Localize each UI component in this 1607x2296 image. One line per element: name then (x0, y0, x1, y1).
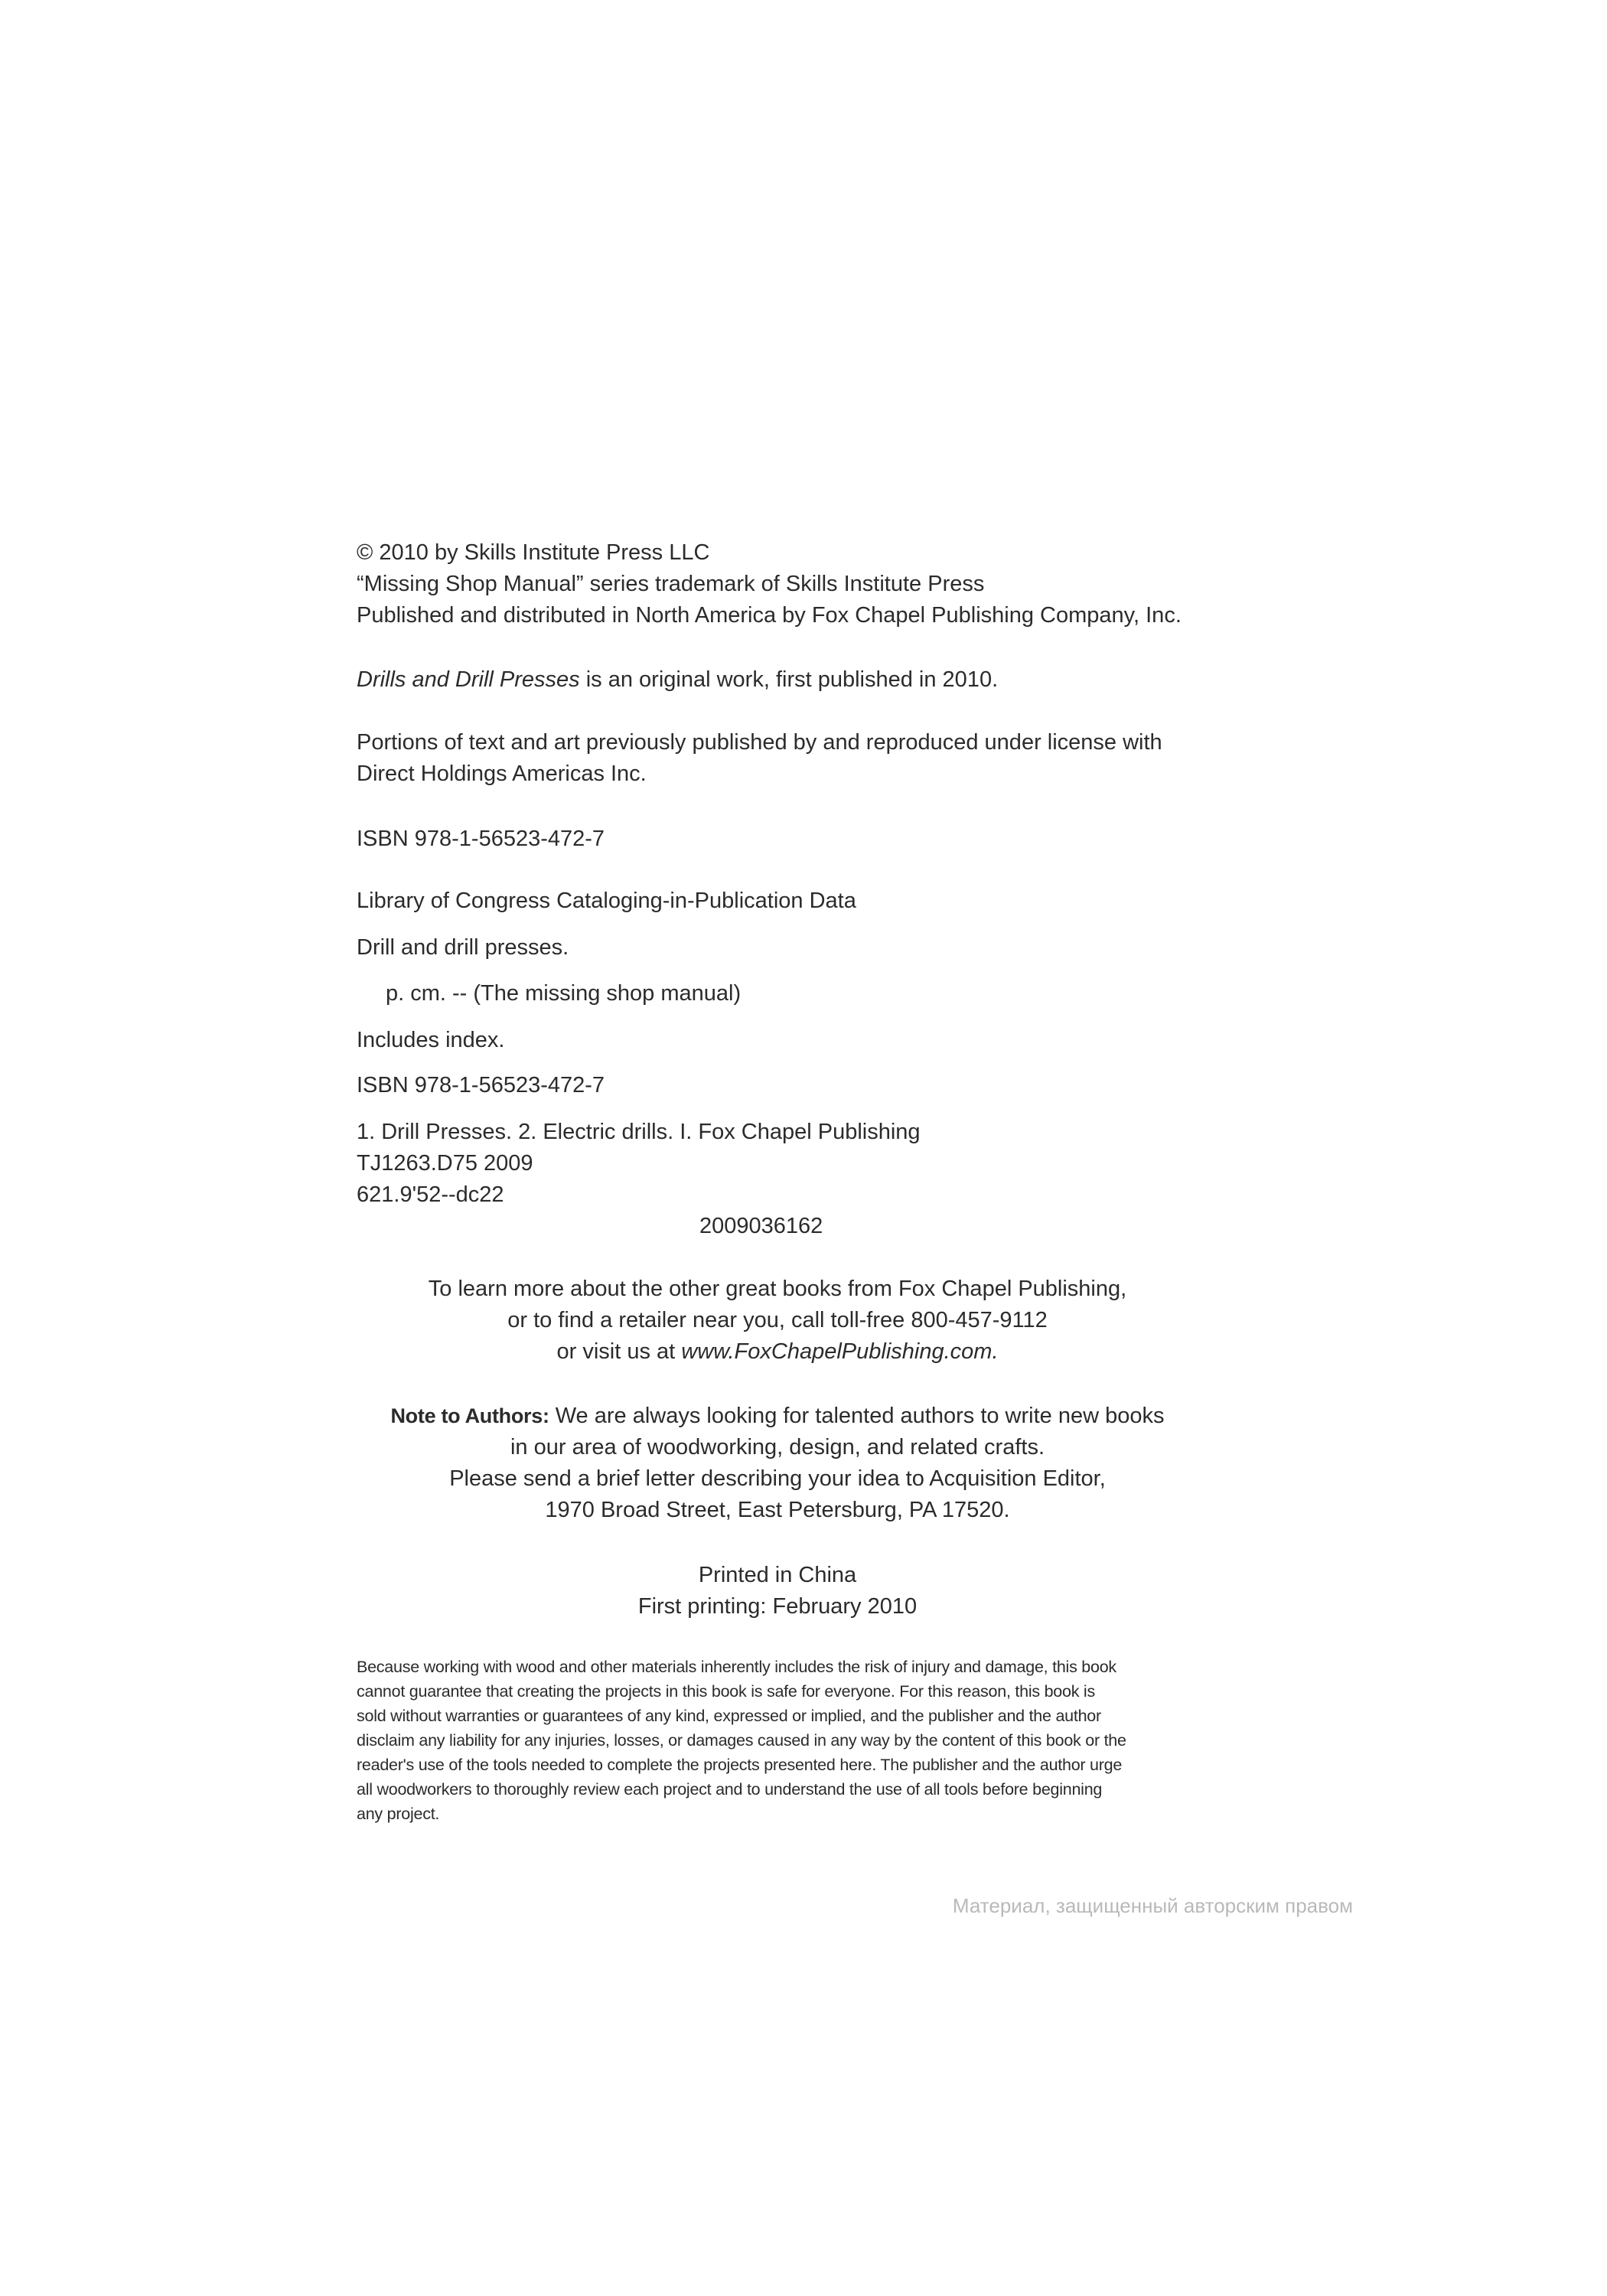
cip-heading-block (357, 885, 1221, 917)
disclaimer-line: disclaim any liability for any injuries, losses, or damages caused in any way by the content of this book or the (357, 1731, 1126, 1750)
cip-isbn: ISBN 978-1-56523-472-7 (357, 1073, 605, 1097)
cip-lccn: 2009036162 (699, 1214, 823, 1238)
cip-series-block (357, 978, 1221, 1009)
isbn-block (357, 823, 1221, 855)
cip-subjects-block (357, 1117, 1221, 1211)
cip-subjects: 1. Drill Presses. 2. Electric drills. I. Fox Chapel Publishing (357, 1120, 921, 1144)
copyright-block (357, 537, 1221, 631)
cip-index-block (357, 1025, 1221, 1056)
disclaimer-line: all woodworkers to thoroughly review each project and to understand the use of all tools before beginning (357, 1780, 1103, 1799)
disclaimer-block (357, 1655, 1221, 1826)
cip-heading: Library of Congress Cataloging-in-Publication Data (357, 889, 856, 913)
original-work-text: is an original work, first published in 2010. (579, 667, 999, 692)
learn-more-block (357, 1274, 1198, 1368)
trademark-line: “Missing Shop Manual” series trademark of Skills Institute Press (357, 572, 985, 596)
website-link[interactable]: www.FoxChapelPublishing.com. (681, 1339, 999, 1364)
note-to-authors-line-1: We are always looking for talented authors to write new books (549, 1404, 1165, 1428)
learn-more-visit: or visit us at (556, 1339, 682, 1364)
learn-more-line-2: or to find a retailer near you, call toll-free 800-457-9112 (507, 1308, 1048, 1332)
cip-isbn-block (357, 1070, 1221, 1101)
note-to-authors-line-4: 1970 Broad Street, East Petersburg, PA 17520. (545, 1498, 1010, 1522)
cip-series: p. cm. -- (The missing shop manual) (386, 981, 742, 1006)
license-statement (357, 727, 1221, 790)
note-to-authors-line-3: Please send a brief letter describing your idea to Acquisition Editor, (449, 1466, 1106, 1491)
license-line-1: Portions of text and art previously published by and reproduced under license with (357, 730, 1162, 755)
original-work-statement (357, 664, 1221, 696)
cip-dewey: 621.9'52--dc22 (357, 1182, 504, 1207)
printing-block (357, 1560, 1198, 1623)
cip-title-block (357, 932, 1221, 964)
cip-title: Drill and drill presses. (357, 935, 569, 960)
first-printing: First printing: February 2010 (637, 1594, 918, 1619)
printed-in: Printed in China (698, 1563, 857, 1587)
disclaimer-line: cannot guarantee that creating the projects in this book is safe for everyone. For this reason, this book is (357, 1682, 1095, 1701)
disclaimer-line: reader's use of the tools needed to complete the projects presented here. The publisher and the author urge (357, 1756, 1123, 1774)
copyright-watermark: Материал, защищенный авторским правом (952, 1894, 1353, 1917)
cip-lc-class: TJ1263.D75 2009 (357, 1151, 533, 1176)
isbn: ISBN 978-1-56523-472-7 (357, 827, 605, 851)
note-to-authors-block (357, 1401, 1198, 1526)
license-line-2: Direct Holdings Americas Inc. (357, 762, 647, 786)
copyright-line: © 2010 by Skills Institute Press LLC (357, 540, 710, 565)
lccn-block (699, 1211, 929, 1242)
note-to-authors-label: Note to Authors: (390, 1404, 549, 1427)
book-title: Drills and Drill Presses (357, 667, 580, 692)
learn-more-line-1: To learn more about the other great books from Fox Chapel Publishing, (428, 1277, 1127, 1301)
note-to-authors-line-2: in our area of woodworking, design, and related crafts. (510, 1435, 1045, 1459)
distribution-line: Published and distributed in North America by Fox Chapel Publishing Company, Inc. (357, 603, 1182, 628)
cip-index: Includes index. (357, 1028, 505, 1052)
disclaimer-line: sold without warranties or guarantees of any kind, expressed or implied, and the publisher and the author (357, 1707, 1101, 1725)
disclaimer-line: any project. (357, 1805, 440, 1823)
disclaimer-line: Because working with wood and other materials inherently includes the risk of injury and damage, this book (357, 1658, 1116, 1676)
